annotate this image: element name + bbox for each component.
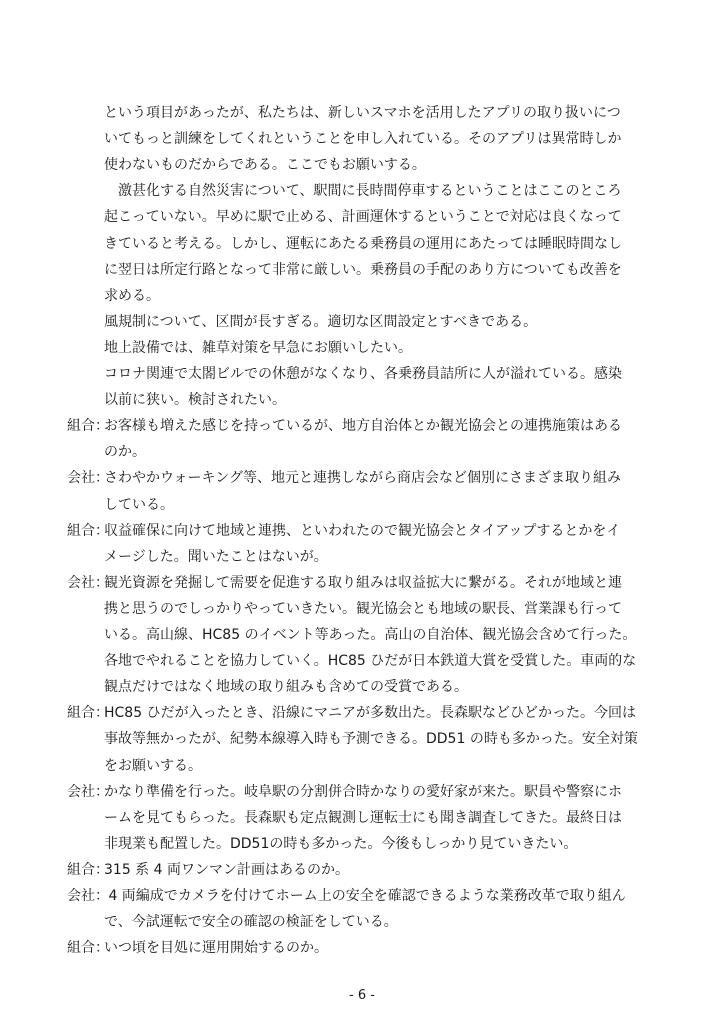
text-line — [0, 754, 724, 778]
page-number: - 6 - — [349, 988, 375, 1003]
line-text: HC85 ひだが入ったとき、沿線にマニアが多数出た。長森駅などひどかった。今回は — [104, 705, 637, 721]
text-line — [0, 232, 724, 256]
text-line — [0, 440, 724, 464]
line-text: 収益確保に向けて地域と連携、といわれたので観光協会とタイアップするとかをイ — [104, 523, 621, 539]
line-text: 315 系 4 両ワンマン計画はあるのか。 — [104, 862, 349, 878]
line-text: に翌日は所定行路となって非常に厳しい。乗務員の手配のあり方についても改善を — [104, 262, 622, 278]
text-line — [0, 258, 724, 282]
speaker-label: 会社： — [67, 470, 109, 486]
text-line — [0, 519, 724, 543]
line-text: で、今試運転で安全の確認の検証をしている。 — [104, 914, 398, 930]
text-line — [0, 101, 724, 125]
text-line — [0, 388, 724, 412]
text-line — [0, 727, 724, 751]
line-text: お客様も増えた感じを持っているが、地方自治体とか観光協会との連携施策はある — [104, 418, 622, 434]
text-line — [0, 623, 724, 647]
line-text: いる。高山線、HC85 のイベント等あった。高山の自治体、観光協会含めて行った。 — [104, 627, 637, 643]
text-line — [0, 127, 724, 151]
text-line — [0, 493, 724, 517]
text-line — [0, 649, 724, 673]
text-line — [0, 701, 724, 725]
line-text: 非現業も配置した。DD51の時も多かった。今後もしっかり見ていきたい。 — [104, 836, 578, 852]
line-text: 事故等無かったが、紀勢本線導入時も予測できる。DD51 の時も多かった。安全対策 — [104, 731, 638, 747]
line-text: 観点だけではなく地域の取り組みも含めての受賞である。 — [104, 679, 468, 695]
text-line — [0, 832, 724, 856]
text-line — [0, 284, 724, 308]
text-line — [0, 414, 724, 438]
text-line — [0, 571, 724, 595]
speaker-label: 組合： — [67, 862, 109, 878]
line-text: 求める。 — [104, 288, 160, 304]
text-line — [0, 884, 724, 908]
text-line — [0, 936, 724, 960]
text-line — [0, 545, 724, 569]
text-line — [0, 675, 724, 699]
text-line — [0, 153, 724, 177]
line-text: 使わないものだからである。ここでもお願いする。 — [104, 157, 426, 173]
text-line — [0, 466, 724, 490]
speaker-label: 組合： — [67, 705, 109, 721]
text-line — [0, 858, 724, 882]
line-text: いてもっと訓練をしてくれということを申し入れている。そのアプリは異常時しか — [104, 131, 622, 147]
line-text: 観光資源を発掘して需要を促進する取り組みは収益拡大に繋がる。それが地域と連 — [104, 575, 622, 591]
text-line — [0, 780, 724, 804]
speaker-label: 組合： — [67, 940, 109, 956]
text-line — [0, 179, 724, 203]
text-line — [0, 910, 724, 934]
line-text: という項目があったが、私たちは、新しいスマホを活用したアプリの取り扱いにつ — [104, 105, 621, 121]
speaker-label: 会社： — [67, 575, 109, 591]
speaker-label: 組合： — [67, 418, 109, 434]
line-text: 風規制について、区間が長すぎる。適切な区間設定とすべきである。 — [104, 314, 538, 330]
line-text: かなり準備を行った。岐阜駅の分割併合時かなりの愛好家が来た。駅員や警察にホ — [104, 784, 622, 800]
line-text: 地上設備では、雑草対策を早急にお願いしたい。 — [104, 340, 412, 356]
line-text: 4 両編成でカメラを付けてホーム上の安全を確認できるような業務改革で取り組ん — [104, 888, 626, 904]
speaker-label: 組合： — [67, 523, 109, 539]
speaker-label: 会社： — [67, 784, 109, 800]
line-text: 携と思うのでしっかりやっていきたい。観光協会とも地域の駅長、営業課も行って — [104, 601, 622, 617]
line-text: きていると考える。しかし、運転にあたる乗務員の運用にあたっては睡眠時間なし — [104, 236, 622, 252]
line-text: いつ頃を目処に運用開始するのか。 — [104, 940, 328, 956]
line-text: メージした。聞いたことはないが。 — [104, 549, 328, 565]
text-line — [0, 336, 724, 360]
line-text: コロナ関連で太閤ビルでの休憩がなくなり、各乗務員詰所に人が溢れている。感染 — [104, 366, 622, 382]
line-text: 起こっていない。早めに駅で止める、計画運休するということで対応は良くなって — [104, 209, 622, 225]
line-text: さわやかウォーキング等、地元と連携しながら商店会など個別にさまざま取り組み — [104, 470, 622, 486]
line-text: 以前に狭い。検討されたい。 — [104, 392, 286, 408]
text-line — [0, 310, 724, 334]
text-line — [0, 597, 724, 621]
line-text: ームを見てもらった。長森駅も定点観測し運転士にも聞き調査してきた。最終日は — [104, 810, 622, 826]
line-text: のか。 — [104, 444, 146, 460]
line-text: をお願いする。 — [104, 758, 202, 774]
line-text: 各地でやれることを協力していく。HC85 ひだが日本鉄道大賞を受賞した。車両的な — [104, 653, 637, 669]
text-line — [0, 806, 724, 830]
text-line — [0, 362, 724, 386]
text-line — [0, 205, 724, 229]
speaker-label: 会社： — [67, 888, 109, 904]
line-text: している。 — [104, 497, 174, 513]
line-text: 激甚化する自然災害について、駅間に長時間停車するということはここのところ — [118, 183, 622, 199]
